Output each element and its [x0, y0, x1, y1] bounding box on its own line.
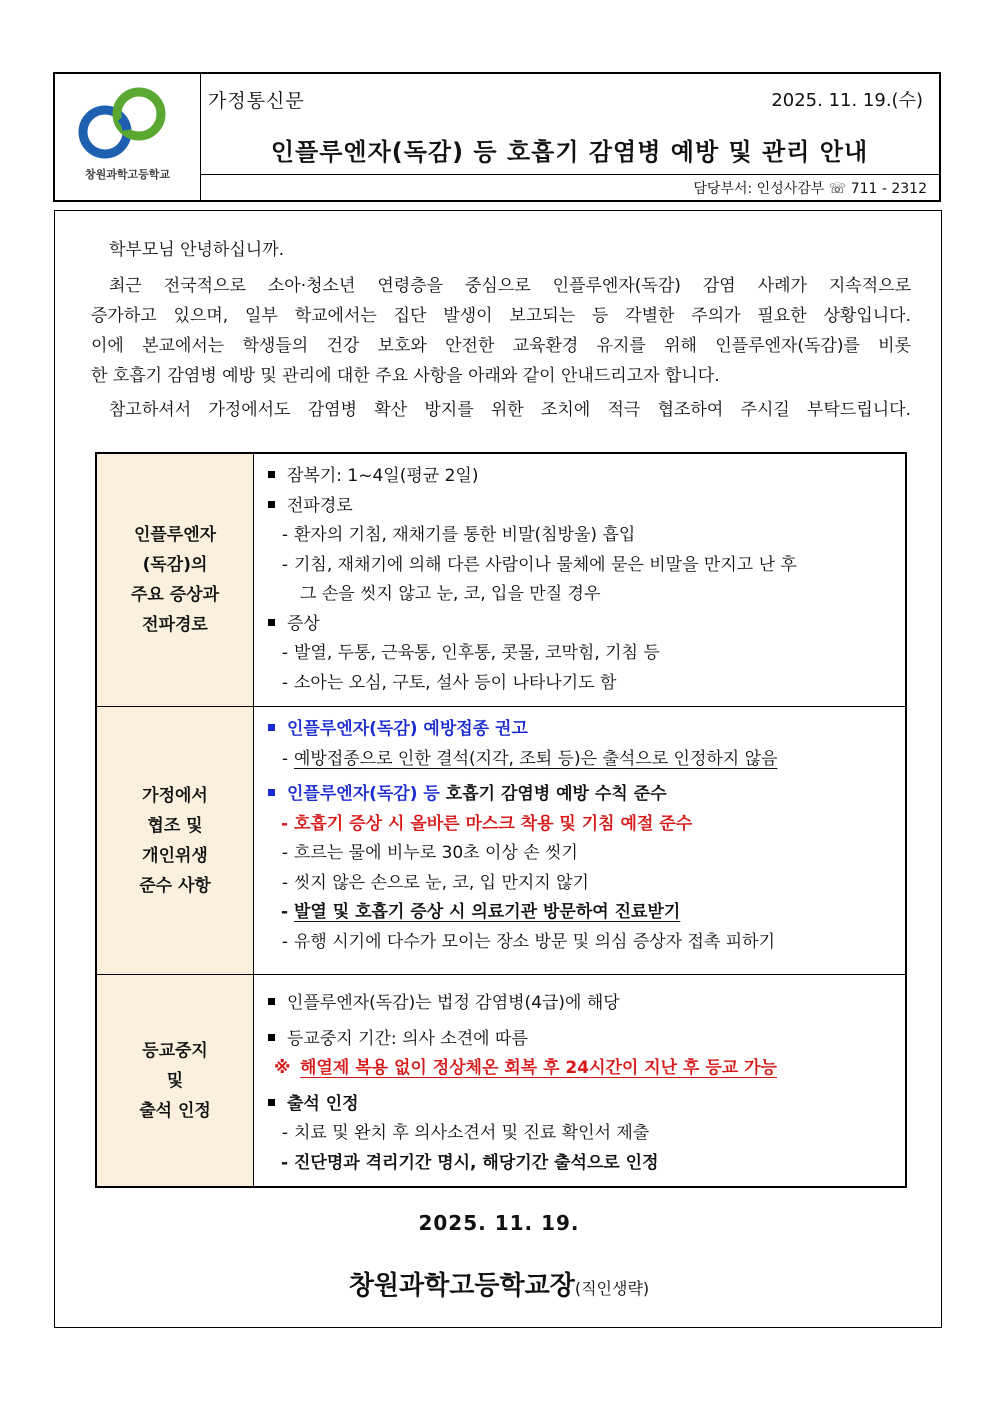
header-divider	[200, 174, 939, 175]
row-label-prevention	[97, 707, 254, 974]
legal-text: 인플루엔자(독감)는 법정 감염병(4급)에 해당	[287, 993, 620, 1013]
incubation-text: 잠복기: 1~4일(평균 2일)	[287, 466, 479, 486]
rule-text: 유행 시기에 다수가 모이는 장소 방문 및 의심 증상자 접촉 피하기	[294, 931, 776, 952]
attendance-text: 치료 및 완치 후 의사소견서 및 진료 확인서 제출	[294, 1123, 650, 1143]
symptom-text: 발열, 두통, 근육통, 인후통, 콧물, 코막힘, 기침 등	[294, 643, 660, 663]
list-item	[266, 1054, 895, 1084]
school-logo-text: 창원과학고등학교	[85, 168, 171, 181]
list-item: - 발열 및 호흡기 증상 시 의료기관 방문하여 진료받기	[280, 902, 681, 922]
doc-date: 2025. 11. 19.(수)	[771, 90, 923, 111]
list-item: - 치료 및 완치 후 의사소견서 및 진료 확인서 제출	[281, 1123, 650, 1143]
list-item	[266, 462, 895, 492]
table-row-symptoms	[97, 454, 905, 706]
principal-signature	[55, 1265, 943, 1302]
school-logo	[55, 74, 201, 200]
list-item: - 호흡기 증상 시 올바른 마스크 착용 및 기침 예절 준수	[280, 813, 693, 834]
letter-body	[54, 210, 942, 1328]
route-text: 환자의 기침, 재채기를 통한 비말(침방울) 흡입	[294, 525, 636, 545]
list-item	[266, 1025, 895, 1055]
list-item: - 환자의 기침, 재채기를 통한 비말(침방울) 흡입	[281, 525, 636, 545]
row-content-prevention	[254, 707, 905, 974]
route-text: 그 손을 씻지 않고 눈, 코, 입을 만질 경우	[300, 584, 601, 604]
list-item	[266, 989, 895, 1019]
list-item: - 진단명과 격리기간 명시, 해당기간 출석으로 인정	[280, 1152, 659, 1173]
vaccination-title: 인플루엔자(독감) 예방접종 권고	[287, 719, 528, 739]
rules-title: 호흡기 감염병 예방 수칙 준수	[445, 784, 667, 804]
route-title: 전파경로	[287, 495, 353, 516]
list-item: - 유행 시기에 다수가 모이는 장소 방문 및 의심 증상자 접촉 피하기	[281, 931, 776, 952]
row-content-attendance	[254, 975, 905, 1186]
intro-line: 증가하고 있으며, 일부 학교에서는 집단 발생이 보고되는 등 각별한 주의가 필요한 상황입니다.	[91, 306, 911, 326]
bullet-square-icon	[268, 789, 275, 796]
row-label-line: 가정에서	[142, 785, 208, 806]
bullet-square-icon	[268, 1034, 275, 1041]
bullet-square-icon	[268, 501, 275, 508]
bullet-square-icon	[268, 619, 275, 626]
list-item	[266, 610, 895, 640]
row-label-line: 준수 사항	[139, 875, 211, 896]
rule-text: 씻지 않은 손으로 눈, 코, 입 만지지 않기	[294, 872, 589, 893]
rule-text: 흐르는 물에 비누로 30초 이상 손 씻기	[294, 843, 578, 863]
return-note: 해열제 복용 없이 정상체온 회복 후 24시간이 지난 후 등교 가능	[300, 1058, 777, 1078]
symptom-title: 증상	[287, 613, 320, 634]
list-item: - 예방접종으로 인한 결석(지각, 조퇴 등)은 출석으로 인정하지 않음	[281, 748, 778, 769]
greeting: 학부모님 안녕하십니까.	[109, 240, 285, 260]
row-label-line: 협조 및	[147, 815, 203, 836]
row-label-attendance	[97, 975, 254, 1186]
intro-line: 한 호흡기 감염병 예방 및 관리에 대한 주요 사항을 아래와 같이 안내드리고자 합니다.	[91, 366, 720, 386]
list-item: - 씻지 않은 손으로 눈, 코, 입 만지지 않기	[281, 872, 589, 893]
request-paragraph: 참고하셔서 가정에서도 감염병 확산 방지를 위한 조치에 적극 협조하여 주시길 부탁드립니다.	[109, 400, 911, 420]
intro-paragraph	[91, 271, 911, 391]
route-text: 기침, 재채기에 의해 다른 사람이나 물체에 묻은 비말을 만지고 난 후	[294, 554, 797, 575]
row-label-line: 등교중지	[142, 1040, 208, 1061]
row-label-line: 및	[166, 1070, 184, 1091]
info-table	[95, 452, 907, 1188]
symptom-text: 소아는 오심, 구토, 설사 등이 나타나기도 함	[294, 672, 617, 693]
list-item: - 소아는 오심, 구토, 설사 등이 나타나기도 함	[281, 672, 617, 693]
row-label-line: 개인위생	[142, 845, 208, 866]
note-mark-icon: ※	[274, 1058, 291, 1078]
row-label-line: 주요 증상과	[130, 585, 220, 605]
seal-note: (직인생략)	[574, 1279, 650, 1298]
bullet-square-icon	[268, 998, 275, 1005]
row-label-line: 출석 인정	[139, 1100, 211, 1121]
footer-date: 2025. 11. 19.	[418, 1211, 580, 1235]
list-item	[266, 1090, 895, 1120]
rule-text: 발열 및 호흡기 증상 시 의료기관 방문하여 진료받기	[294, 902, 681, 922]
table-row-attendance	[97, 974, 905, 1186]
table-row-prevention	[97, 706, 905, 974]
list-item: - 기침, 재채기에 의해 다른 사람이나 물체에 묻은 비말을 만지고 난 후	[281, 554, 797, 575]
letter-header	[53, 72, 941, 202]
department-contact: 담당부서: 인성사감부 ☏ 711 - 2312	[693, 181, 927, 197]
row-content-symptoms	[254, 454, 905, 706]
bullet-square-icon	[268, 724, 275, 731]
rule-text: 호흡기 증상 시 올바른 마스크 착용 및 기침 예절 준수	[294, 813, 693, 834]
row-label-symptoms	[97, 454, 254, 706]
attendance-title: 출석 인정	[287, 1093, 359, 1114]
rules-title-highlight: 인플루엔자(독감) 등	[287, 784, 440, 804]
period-text: 등교중지 기간: 의사 소견에 따름	[287, 1028, 528, 1049]
vaccination-text: 예방접종으로 인한 결석(지각, 조퇴 등)은 출석으로 인정하지 않음	[294, 748, 778, 769]
bullet-square-icon	[268, 1099, 275, 1106]
page-title: 인플루엔자(독감) 등 호흡기 감염병 예방 및 관리 안내	[270, 138, 869, 166]
intro-line: 이에 본교에서는 학생들의 건강 보호와 안전한 교육환경 유지를 위해 인플루엔자(독감)를 비롯	[91, 336, 911, 356]
signature-text: 창원과학고등학교장	[348, 1271, 575, 1301]
row-label-line: 인플루엔자	[133, 525, 217, 545]
bullet-square-icon	[268, 471, 275, 478]
attendance-text: 진단명과 격리기간 명시, 해당기간 출석으로 인정	[294, 1152, 659, 1173]
list-item	[266, 492, 895, 522]
list-item	[266, 580, 895, 610]
intro-line: 최근 전국적으로 소아·청소년 연령층을 중심으로 인플루엔자(독감) 감염 사례가 지속적으로	[109, 276, 911, 296]
row-label-line: 전파경로	[142, 615, 208, 635]
row-label-line: (독감)의	[142, 555, 208, 575]
doc-type: 가정통신문	[208, 90, 305, 112]
list-item	[266, 780, 895, 810]
list-item: - 발열, 두통, 근육통, 인후통, 콧물, 코막힘, 기침 등	[281, 643, 660, 663]
list-item: - 흐르는 물에 비누로 30초 이상 손 씻기	[281, 843, 578, 863]
list-item	[266, 715, 895, 745]
